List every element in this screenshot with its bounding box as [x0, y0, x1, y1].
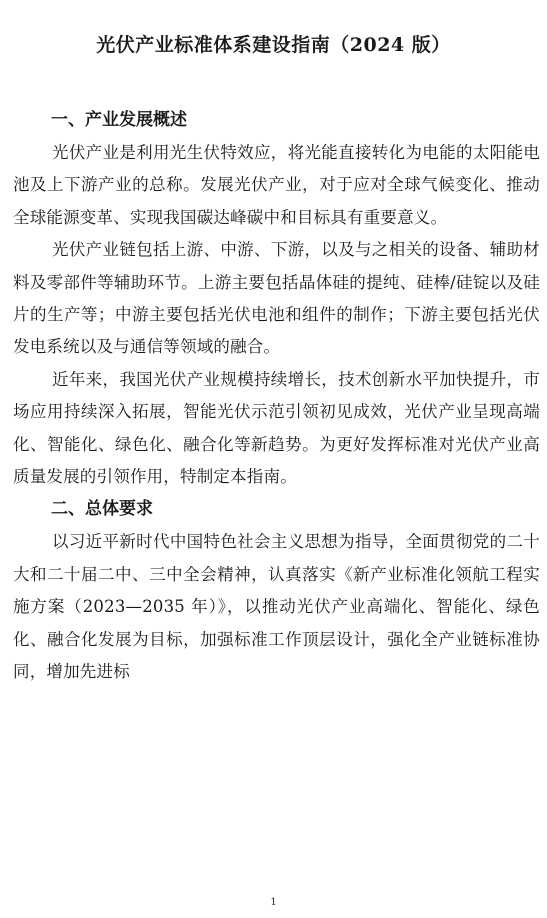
paragraph: 以习近平新时代中国特色社会主义思想为指导，全面贯彻党的二十大和二十届二中、三中全会精神，认真落实《新产业标准化领航工程实施方案（2023—2035 年）》，以推动光伏产业高端化、智能化、绿色化、融合化发展为目标，加强标准工作顶层设计，强化全产业链标准协同，增加先进标 [13, 532, 540, 682]
page-number: 1 [270, 897, 277, 908]
paragraph: 光伏产业链包括上游、中游、下游，以及与之相关的设备、辅助材料及零部件等辅助环节。上游主要包括晶体硅的提纯、硅棒/硅锭以及硅片的生产等；中游主要包括光伏电池和组件的制作；下游主要包括光伏发电系统以及与通信等领域的融合。 [13, 240, 540, 357]
section-heading-requirements: 二、总体要求 [51, 499, 153, 520]
paragraph: 光伏产业是利用光生伏特效应，将光能直接转化为电能的太阳能电池及上下游产业的总称。发展光伏产业，对于应对全球气候变化、推动全球能源变革、实现我国碳达峰碳中和目标具有重要意义。 [13, 143, 540, 227]
paragraph: 近年来，我国光伏产业规模持续增长，技术创新水平加快提升，市场应用持续深入拓展，智能光伏示范引领初见成效，光伏产业呈现高端化、智能化、绿色化、融合化等新趋势。为更好发挥标准对光伏产业高质量发展的引领作用，特制定本指南。 [13, 369, 540, 487]
document-title: 光伏产业标准体系建设指南（2024 版） [96, 34, 451, 56]
document-body [13, 104, 540, 689]
section-heading-overview: 一、产业发展概述 [51, 110, 187, 130]
